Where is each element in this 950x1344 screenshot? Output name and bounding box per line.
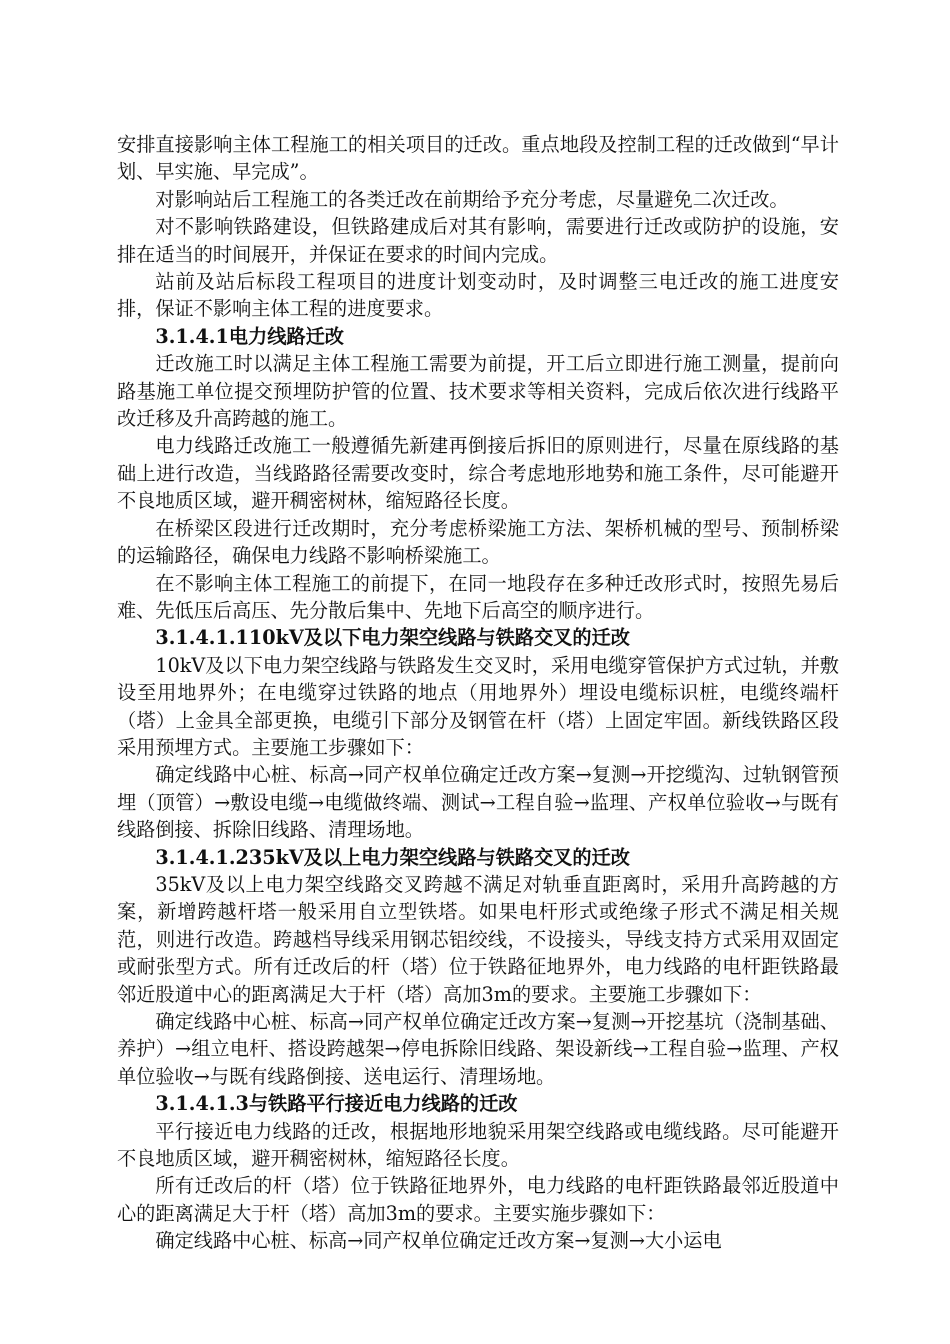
section-heading: 3.1.4.1.110kV及以下电力架空线路与铁路交叉的迁改	[155, 626, 630, 650]
paragraph: 对不影响铁路建设，但铁路建成后对其有影响，需要进行迁改或防护的设施，安排在适当的时间展开，并保证在要求的时间内完成。	[117, 215, 839, 266]
paragraph: 站前及站后标段工程项目的进度计划变动时，及时调整三电迁改的施工进度安排，保证不影响主体工程的进度要求。	[117, 270, 839, 321]
paragraph: 确定线路中心桩、标高→同产权单位确定迁改方案→复测→开挖缆沟、过轨钢管预埋（顶管）→敷设电缆→电缆做终端、测试→工程自验→监理、产权单位验收→与既有线路倒接、拆除旧线路、清理场地。	[117, 763, 839, 842]
paragraph: 在桥梁区段进行迁改期时，充分考虑桥梁施工方法、架桥机械的型号、预制桥梁的运输路径，确保电力线路不影响桥梁施工。	[117, 516, 839, 568]
paragraph: 35kV及以上电力架空线路交叉跨越不满足对轨垂直距离时，采用升高跨越的方案，新增跨越杆塔一般采用自立型铁塔。如果电杆形式或绝缘子形式不满足相关规范，则进行改造。跨越档导线采用钢芯铝绞线，不设接头，导线支持方式采用双固定或耐张型方式。所有迁改后的杆（塔）位于铁路征地界外，电力线路的电杆距铁路最邻近股道中心的距离满足大于杆（塔）高加3m的要求。主要施工步骤如下：	[117, 872, 839, 1006]
paragraph: 平行接近电力线路的迁改，根据地形地貌采用架空线路或电缆线路。尽可能避开不良地质区域，避开稠密树林，缩短路径长度。	[117, 1119, 839, 1171]
paragraph: 10kV及以下电力架空线路与铁路发生交叉时，采用电缆穿管保护方式过轨，并敷设至用地界外；在电缆穿过铁路的地点（用地界外）埋设电缆标识桩，电缆终端杆（塔）上金具全部更换，电缆引下部分及钢管在杆（塔）上固定牢固。新线铁路区段采用预埋方式。主要施工步骤如下：	[117, 653, 839, 759]
section-heading: 3.1.4.1电力线路迁改	[155, 324, 344, 348]
document-page	[117, 131, 839, 1255]
paragraph: 确定线路中心桩、标高→同产权单位确定迁改方案→复测→大小运电	[155, 1229, 722, 1253]
section-heading: 3.1.4.1.235kV及以上电力架空线路与铁路交叉的迁改	[155, 845, 630, 869]
paragraph: 迁改施工时以满足主体工程施工需要为前提，开工后立即进行施工测量，提前向路基施工单位提交预埋防护管的位置、技术要求等相关资料，完成后依次进行线路平改迁移及升高跨越的施工。	[117, 352, 839, 431]
paragraph: 确定线路中心桩、标高→同产权单位确定迁改方案→复测→开挖基坑（浇制基础、养护）→组立电杆、搭设跨越架→停电拆除旧线路、架设新线→工程自验→监理、产权单位验收→与既有线路倒接、送电运行、清理场地。	[117, 1010, 839, 1088]
paragraph: 对影响站后工程施工的各类迁改在前期给予充分考虑，尽量避免二次迁改。	[155, 187, 789, 211]
section-heading: 3.1.4.1.3与铁路平行接近电力线路的迁改	[155, 1092, 518, 1116]
paragraph-continuation: 安排直接影响主体工程施工的相关项目的迁改。重点地段及控制工程的迁改做到“早计划、早实施、早完成”。	[117, 133, 839, 184]
paragraph: 电力线路迁改施工一般遵循先新建再倒接后拆旧的原则进行，尽量在原线路的基础上进行改造，当线路路径需要改变时，综合考虑地形地势和施工条件，尽可能避开不良地质区域，避开稠密树林，缩短路径长度。	[117, 434, 839, 513]
paragraph: 在不影响主体工程施工的前提下，在同一地段存在多种迁改形式时，按照先易后难、先低压后高压、先分散后集中、先地下后高空的顺序进行。	[117, 571, 839, 622]
paragraph: 所有迁改后的杆（塔）位于铁路征地界外，电力线路的电杆距铁路最邻近股道中心的距离满足大于杆（塔）高加3m的要求。主要实施步骤如下：	[117, 1174, 839, 1225]
